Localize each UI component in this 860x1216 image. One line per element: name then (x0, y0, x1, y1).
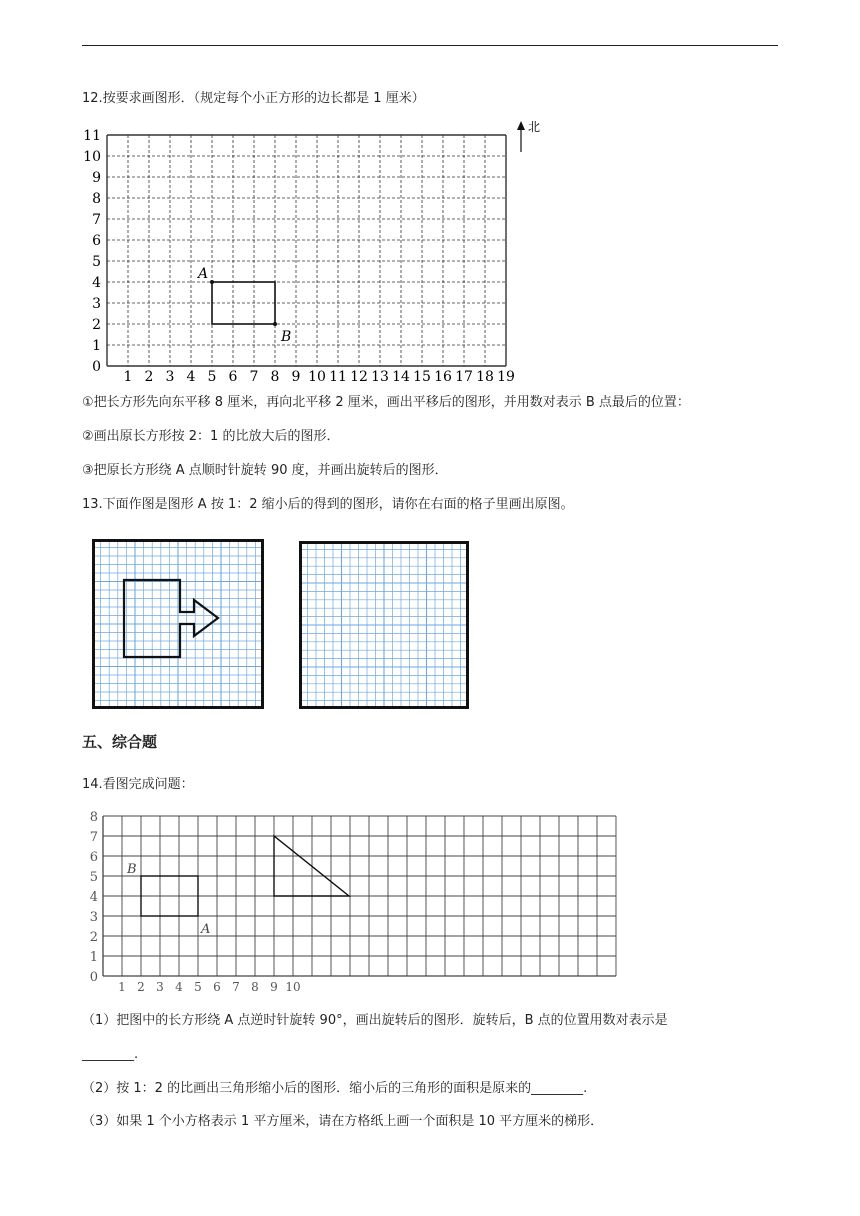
q14-x-tick-label: 9 (270, 980, 278, 994)
q12-y-tick-label: 6 (92, 233, 101, 249)
q13-blank-grid (299, 541, 469, 709)
q12-x-tick-label: 5 (207, 369, 217, 385)
q12-x-tick-label: 10 (308, 369, 326, 385)
q12-y-tick-label: 11 (83, 128, 101, 144)
q14-grid (90, 810, 616, 994)
north-arrow-icon (517, 121, 525, 130)
q14-sub3: （3）如果 1 个小方格表示 1 平方厘米，请在方格纸上画一个面积是 10 平方厘米的梯形． (82, 1114, 604, 1129)
q12-point-b-dot (273, 322, 277, 326)
q14-y-tick-label: 0 (89, 970, 98, 985)
q14-sub1-line1: （1）把图中的长方形绕 A 点逆时针旋转 90°，画出旋转后的图形．旋转后，B 点的位置用数对表示是 (82, 1013, 668, 1028)
q12-y-tick-label: 5 (92, 254, 101, 270)
q12-item-2: ②画出原长方形按 2：1 的比放大后的图形． (82, 429, 340, 444)
q14-x-tick-label: 7 (232, 980, 240, 994)
q14-x-tick-label: 4 (175, 980, 183, 994)
q12-point-a-dot (210, 280, 214, 284)
q12-x-tick-label: 12 (350, 369, 368, 385)
q12-x-tick-label: 4 (186, 369, 196, 385)
q14-y-tick-label: 5 (89, 870, 98, 885)
q12-y-tick-label: 10 (83, 149, 101, 165)
north-label: 北 (528, 120, 541, 134)
q14-y-tick-label: 6 (89, 850, 98, 865)
q14-grid-figure (82, 808, 617, 998)
q12-y-tick-label: 3 (92, 296, 101, 312)
q12-x-tick-label: 14 (392, 369, 410, 385)
q12-x-tick-label: 8 (270, 369, 280, 385)
q14-x-tick-label: 1 (118, 980, 126, 994)
q12-x-tick-label: 17 (455, 369, 473, 385)
q12-y-tick-label: 0 (92, 359, 101, 375)
q14-x-tick-label: 5 (194, 980, 202, 994)
q12-x-tick-label: 18 (476, 369, 494, 385)
section-5-title: 五、综合题 (82, 733, 158, 751)
q14-y-tick-label: 4 (89, 890, 98, 905)
q12-grid (83, 128, 515, 385)
q12-y-tick-label: 1 (92, 338, 101, 354)
q12-point-b-label: B (281, 329, 292, 345)
q13-grid-right (299, 541, 469, 709)
q14-point-a-label: A (201, 922, 211, 937)
q12-y-tick-label: 7 (92, 212, 101, 228)
q12-x-tick-label: 9 (291, 369, 301, 385)
q13-title: 13.下面作图是图形 A 按 1：2 缩小后的得到的图形，请你在右面的格子里画出原图。 (82, 497, 574, 512)
q12-grid-figure (82, 118, 552, 388)
q14-x-tick-label: 10 (285, 980, 301, 994)
q13-figure-a-grid (92, 539, 264, 709)
q12-x-tick-label: 16 (434, 369, 452, 385)
q14-point-b-label: B (127, 862, 137, 877)
q14-x-tick-label: 2 (137, 980, 145, 994)
q14-sub1-line2: ________. (82, 1047, 139, 1062)
q12-item-1: ①把长方形先向东平移 8 厘米，再向北平移 2 厘米，画出平移后的图形，并用数对表示 B 点最后的位置： (82, 395, 690, 410)
q12-item-3: ③把原长方形绕 A 点顺时针旋转 90 度，并画出旋转后的图形． (82, 463, 448, 478)
q12-x-tick-label: 2 (144, 369, 154, 385)
q14-y-tick-label: 3 (89, 910, 98, 925)
q14-x-tick-label: 6 (213, 980, 221, 994)
q12-x-tick-label: 7 (249, 369, 259, 385)
q14-y-tick-label: 2 (89, 930, 98, 945)
q14-y-tick-label: 7 (89, 830, 98, 845)
q12-title: 12.按要求画图形．（规定每个小正方形的边长都是 1 厘米） (82, 91, 425, 106)
q12-x-tick-label: 19 (497, 369, 515, 385)
q12-point-a-label: A (198, 266, 209, 282)
q13-grid-left (92, 539, 264, 709)
q14-title: 14.看图完成问题： (82, 777, 194, 792)
q12-y-tick-label: 8 (92, 191, 101, 207)
q14-y-tick-label: 8 (89, 810, 98, 825)
q14-y-tick-label: 1 (89, 950, 98, 965)
q12-x-tick-label: 13 (371, 369, 389, 385)
q12-x-tick-label: 1 (123, 369, 133, 385)
q12-x-tick-label: 15 (413, 369, 431, 385)
q12-x-tick-label: 11 (329, 369, 347, 385)
q12-y-tick-label: 9 (92, 170, 101, 186)
q12-x-tick-label: 3 (165, 369, 175, 385)
q14-triangle (274, 836, 349, 896)
header-rule (82, 45, 778, 46)
q14-sub2: （2）按 1：2 的比画出三角形缩小后的图形．缩小后的三角形的面积是原来的________. (82, 1081, 588, 1096)
q14-x-tick-label: 3 (156, 980, 164, 994)
q12-y-tick-label: 4 (92, 275, 101, 291)
q12-y-tick-label: 2 (92, 317, 101, 333)
q14-x-tick-label: 8 (251, 980, 259, 994)
q12-x-tick-label: 6 (228, 369, 238, 385)
